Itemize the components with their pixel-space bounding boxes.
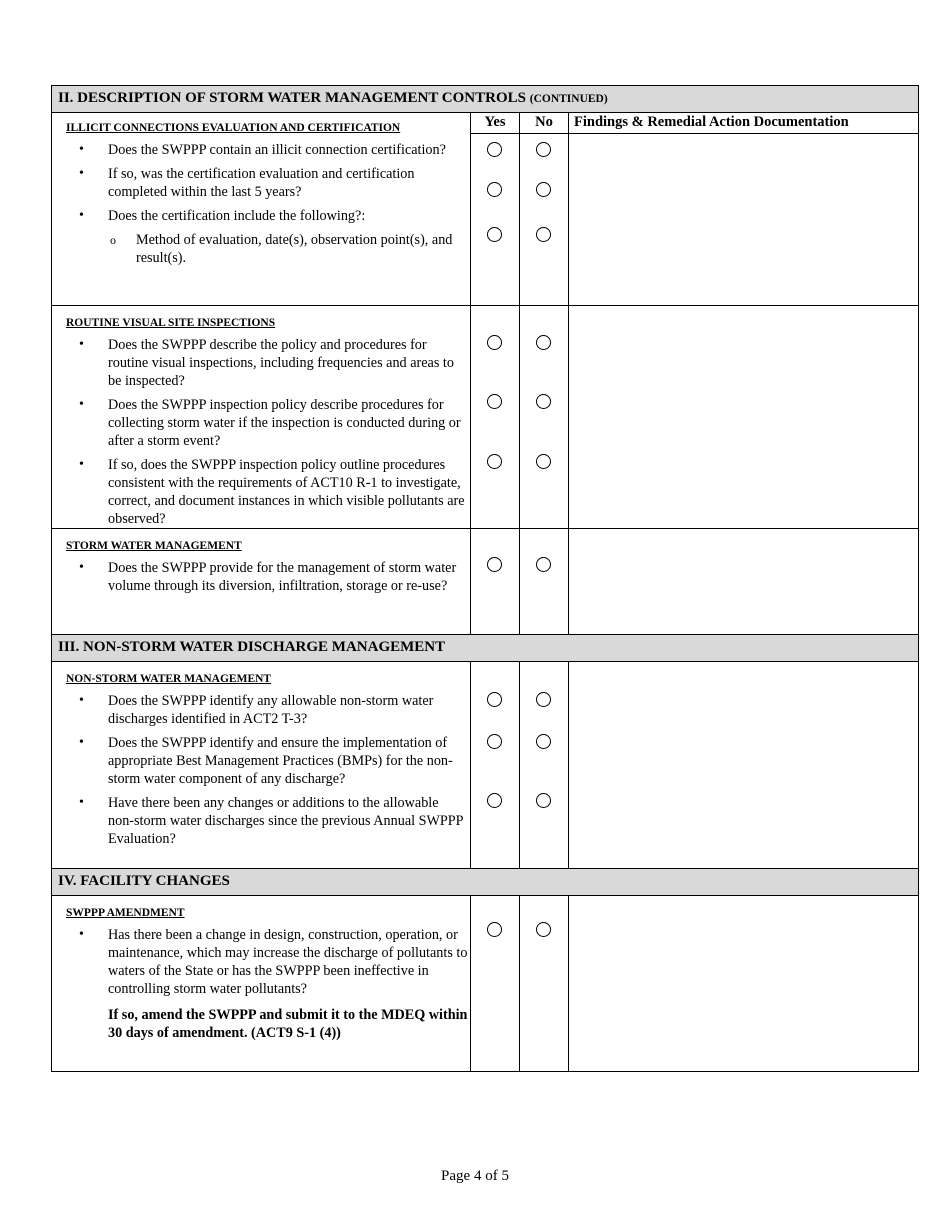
- yes-column-header: Yes: [471, 113, 520, 134]
- nonstorm-q2-yes-radio[interactable]: [487, 734, 502, 749]
- amendment-questions: [52, 896, 471, 1072]
- illicit-no-cell: [520, 134, 569, 306]
- routine-q3: • If so, does the SWPPP inspection policy outline procedures consistent with the requirements of ACT10 R-1 to investigate, correct, and document instances in which visible pollutants are observed?: [52, 456, 470, 528]
- storm-findings-field[interactable]: [569, 529, 919, 635]
- routine-no-cell: [520, 306, 569, 529]
- amendment-q1: • Has there been a change in design, construction, operation, or maintenance, which may increase the discharge of pollutants to waters of the State or has the SWPPP been ineffective in controlling storm water pollutants?: [52, 926, 470, 998]
- illicit-q3-no-radio[interactable]: [536, 227, 551, 242]
- routine-q2: • Does the SWPPP inspection policy describe procedures for collecting storm water if the inspection is conducted during or after a storm event?: [52, 396, 470, 450]
- amendment-note: If so, amend the SWPPP and submit it to the MDEQ within 30 days of amendment. (ACT9 S-1 (4)): [108, 1007, 468, 1041]
- section-3-header: III. NON-STORM WATER DISCHARGE MANAGEMENT: [52, 635, 919, 662]
- routine-q1-no-radio[interactable]: [536, 335, 551, 350]
- nonstorm-questions: [52, 662, 471, 869]
- amendment-findings-field[interactable]: [569, 896, 919, 1072]
- storm-heading: STORM WATER MANAGEMENT: [66, 540, 242, 552]
- section-2-suffix: (CONTINUED): [529, 93, 608, 105]
- storm-yes-cell: [471, 529, 520, 635]
- illicit-q1-no-radio[interactable]: [536, 142, 551, 157]
- nonstorm-q3-yes-radio[interactable]: [487, 793, 502, 808]
- routine-yes-cell: [471, 306, 520, 529]
- nonstorm-q1-no-radio[interactable]: [536, 692, 551, 707]
- amendment-q1-no-radio[interactable]: [536, 922, 551, 937]
- routine-q3-yes-radio[interactable]: [487, 454, 502, 469]
- illicit-q1: • Does the SWPPP contain an illicit connection certification?: [52, 141, 470, 159]
- nonstorm-q1-yes-radio[interactable]: [487, 692, 502, 707]
- nonstorm-q2-no-radio[interactable]: [536, 734, 551, 749]
- illicit-q3-yes-radio[interactable]: [487, 227, 502, 242]
- page-number: Page 4 of 5: [441, 1168, 509, 1184]
- illicit-heading: ILLICIT CONNECTIONS EVALUATION AND CERTIFICATION: [66, 122, 401, 134]
- storm-q1-no-radio[interactable]: [536, 557, 551, 572]
- storm-q1: • Does the SWPPP provide for the management of storm water volume through its diversion, infiltration, storage or re-use?: [52, 559, 470, 595]
- illicit-q2-yes-radio[interactable]: [487, 182, 502, 197]
- illicit-q2: • If so, was the certification evaluation and certification completed within the last 5 years?: [52, 165, 470, 201]
- section-2-title: II. DESCRIPTION OF STORM WATER MANAGEMENT CONTROLS: [58, 90, 526, 106]
- evaluation-form: [51, 85, 918, 1072]
- nonstorm-no-cell: [520, 662, 569, 869]
- storm-questions: [52, 529, 471, 635]
- routine-q2-no-radio[interactable]: [536, 394, 551, 409]
- nonstorm-heading: NON-STORM WATER MANAGEMENT: [66, 673, 272, 685]
- routine-q1: • Does the SWPPP describe the policy and procedures for routine visual inspections, including frequencies and areas to be inspected?: [52, 336, 470, 390]
- amendment-yes-cell: [471, 896, 520, 1072]
- illicit-yes-cell: [471, 134, 520, 306]
- section-4-header: IV. FACILITY CHANGES: [52, 869, 919, 896]
- illicit-q3: • Does the certification include the following?:: [52, 207, 470, 225]
- form-table: [51, 85, 919, 1072]
- routine-q3-no-radio[interactable]: [536, 454, 551, 469]
- illicit-q2-no-radio[interactable]: [536, 182, 551, 197]
- routine-q2-yes-radio[interactable]: [487, 394, 502, 409]
- nonstorm-q3: • Have there been any changes or additions to the allowable non-storm water discharges since the previous Annual SWPPP Evaluation?: [52, 794, 470, 848]
- illicit-findings-field[interactable]: [569, 134, 919, 306]
- no-column-header: No: [520, 113, 569, 134]
- findings-column-header: Findings & Remedial Action Documentation: [569, 113, 919, 134]
- amendment-heading: SWPPP AMENDMENT: [66, 907, 185, 919]
- nonstorm-yes-cell: [471, 662, 520, 869]
- storm-no-cell: [520, 529, 569, 635]
- routine-heading: ROUTINE VISUAL SITE INSPECTIONS: [66, 317, 276, 329]
- nonstorm-q2: • Does the SWPPP identify and ensure the implementation of appropriate Best Management Practices (BMPs) for the non-storm water component of any discharge?: [52, 734, 470, 788]
- nonstorm-q1: • Does the SWPPP identify any allowable non-storm water discharges identified in ACT2 T-3?: [52, 692, 470, 728]
- illicit-questions: [52, 113, 471, 306]
- routine-questions: [52, 306, 471, 529]
- amendment-no-cell: [520, 896, 569, 1072]
- section-2-header: [52, 86, 919, 113]
- amendment-q1-yes-radio[interactable]: [487, 922, 502, 937]
- nonstorm-findings-field[interactable]: [569, 662, 919, 869]
- routine-q1-yes-radio[interactable]: [487, 335, 502, 350]
- illicit-q1-yes-radio[interactable]: [487, 142, 502, 157]
- storm-q1-yes-radio[interactable]: [487, 557, 502, 572]
- illicit-q3-sub: o Method of evaluation, date(s), observation point(s), and result(s).: [52, 231, 470, 267]
- nonstorm-q3-no-radio[interactable]: [536, 793, 551, 808]
- routine-findings-field[interactable]: [569, 306, 919, 529]
